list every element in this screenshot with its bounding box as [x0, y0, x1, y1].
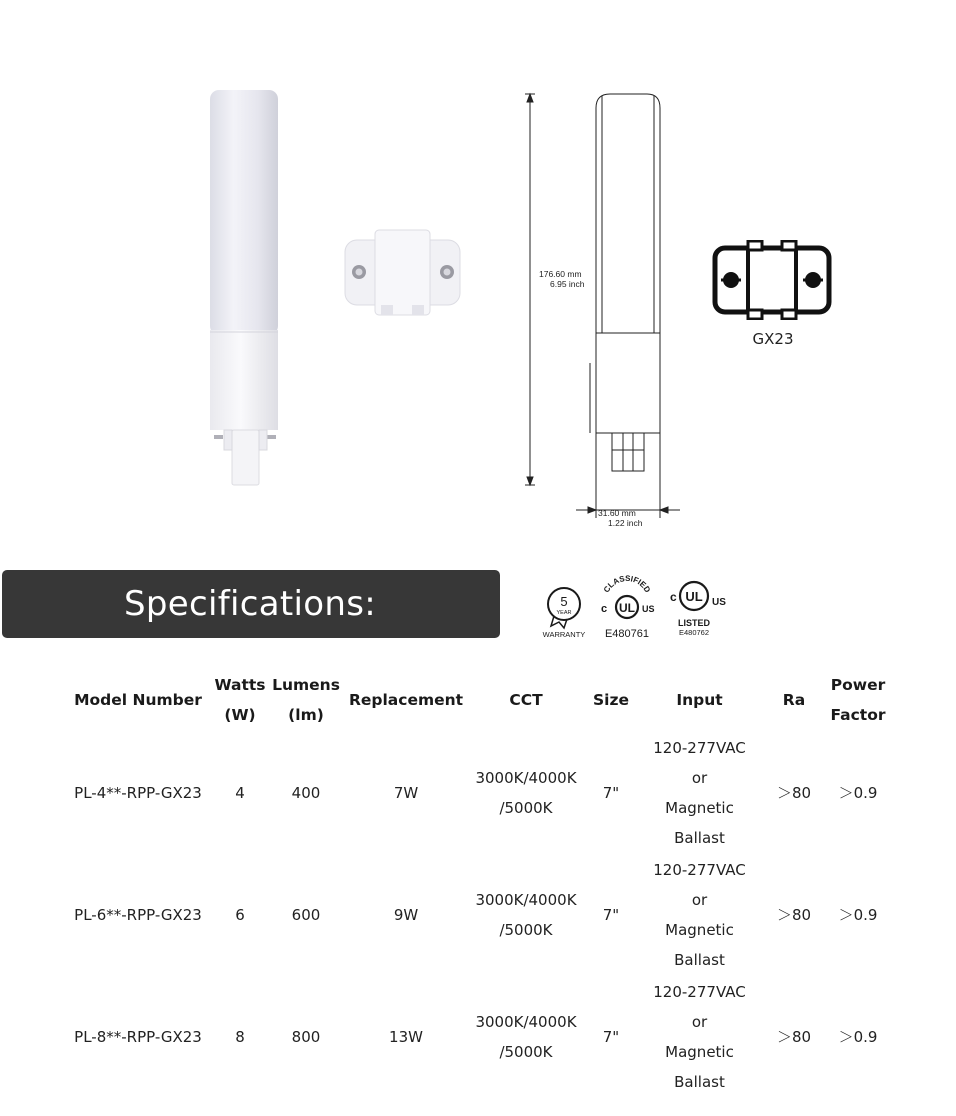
width-mm-label: 31.60 mm — [598, 508, 636, 518]
header-lumens: Lumens (lm) — [272, 676, 340, 724]
specifications-table — [62, 668, 891, 1098]
warranty-label: WARRANTY — [542, 630, 586, 639]
header-cct: CCT — [509, 691, 543, 709]
cell-size: 7" — [602, 1028, 620, 1046]
header-power-factor: Power Factor — [830, 676, 886, 724]
ul-listed-c: c — [670, 590, 677, 604]
header-ra: Ra — [782, 691, 806, 709]
gx23-socket-icon — [712, 240, 832, 320]
lamp-base-photo — [335, 225, 470, 320]
header-watts: Watts (W) — [214, 676, 266, 724]
header-input: Input — [676, 691, 723, 709]
ul-classified-c: c — [601, 603, 608, 615]
cell-cct: 3000K/4000K /5000K — [475, 1013, 577, 1061]
cell-power-factor: ＞0.9 — [838, 1028, 878, 1046]
cell-size: 7" — [602, 784, 620, 802]
cell-input: 120-277VAC or Magnetic Ballast — [653, 861, 746, 969]
cell-power-factor: ＞0.9 — [838, 906, 878, 924]
cell-power-factor: ＞0.9 — [838, 784, 878, 802]
warranty-5-year-icon — [534, 576, 594, 642]
listed-word: LISTED — [677, 618, 711, 628]
cell-watts: 6 — [235, 906, 245, 924]
header-model-number: Model Number — [74, 691, 202, 709]
table-row — [62, 854, 891, 976]
cell-ra: ＞80 — [776, 1028, 812, 1046]
cell-replacement: 13W — [389, 1028, 423, 1046]
specifications-banner — [2, 570, 500, 638]
warranty-year-word: YEAR — [556, 610, 572, 616]
cell-cct: 3000K/4000K /5000K — [475, 891, 577, 939]
classified-number: E480761 — [604, 628, 650, 640]
height-mm-label: 176.60 mm — [539, 269, 582, 279]
header-size: Size — [592, 691, 629, 709]
cell-input: 120-277VAC or Magnetic Ballast — [653, 983, 746, 1091]
cell-cct: 3000K/4000K /5000K — [475, 769, 577, 817]
cell-lumens: 800 — [291, 1028, 321, 1046]
header-replacement: Replacement — [348, 691, 464, 709]
warranty-years: 5 — [560, 594, 568, 609]
cell-lumens: 400 — [291, 784, 321, 802]
socket-type-label: GX23 — [752, 330, 794, 348]
classified-word: CLASSIFIED — [601, 573, 653, 595]
ul-listed-mark-icon — [664, 572, 736, 642]
cell-lumens: 600 — [291, 906, 321, 924]
table-row — [62, 976, 891, 1098]
ul-classified-mark-icon — [592, 572, 662, 642]
cell-model: PL-4**-RPP-GX23 — [74, 784, 202, 802]
cell-watts: 4 — [235, 784, 245, 802]
lamp-dimension-drawing — [520, 88, 690, 533]
ul-classified-letters: UL — [619, 601, 635, 615]
table-row — [62, 732, 891, 854]
ul-classified-us: US — [642, 604, 655, 614]
cell-input: 120-277VAC or Magnetic Ballast — [653, 739, 746, 847]
lamp-product-photo — [200, 85, 290, 490]
cell-ra: ＞80 — [776, 906, 812, 924]
cell-replacement: 9W — [393, 906, 419, 924]
svg-text:CLASSIFIED — [602, 574, 652, 595]
cell-ra: ＞80 — [776, 784, 812, 802]
cell-model: PL-6**-RPP-GX23 — [74, 906, 202, 924]
height-inch-label: 6.95 inch — [550, 279, 585, 289]
specifications-title: Specifications: — [124, 584, 376, 624]
ul-listed-us: US — [712, 597, 726, 608]
width-inch-label: 1.22 inch — [608, 518, 643, 528]
cell-size: 7" — [602, 906, 620, 924]
ul-listed-letters: UL — [685, 589, 703, 604]
cell-replacement: 7W — [393, 784, 419, 802]
table-header-row — [62, 668, 891, 732]
listed-number: E480762 — [678, 628, 710, 637]
cell-watts: 8 — [235, 1028, 245, 1046]
cell-model: PL-8**-RPP-GX23 — [74, 1028, 202, 1046]
